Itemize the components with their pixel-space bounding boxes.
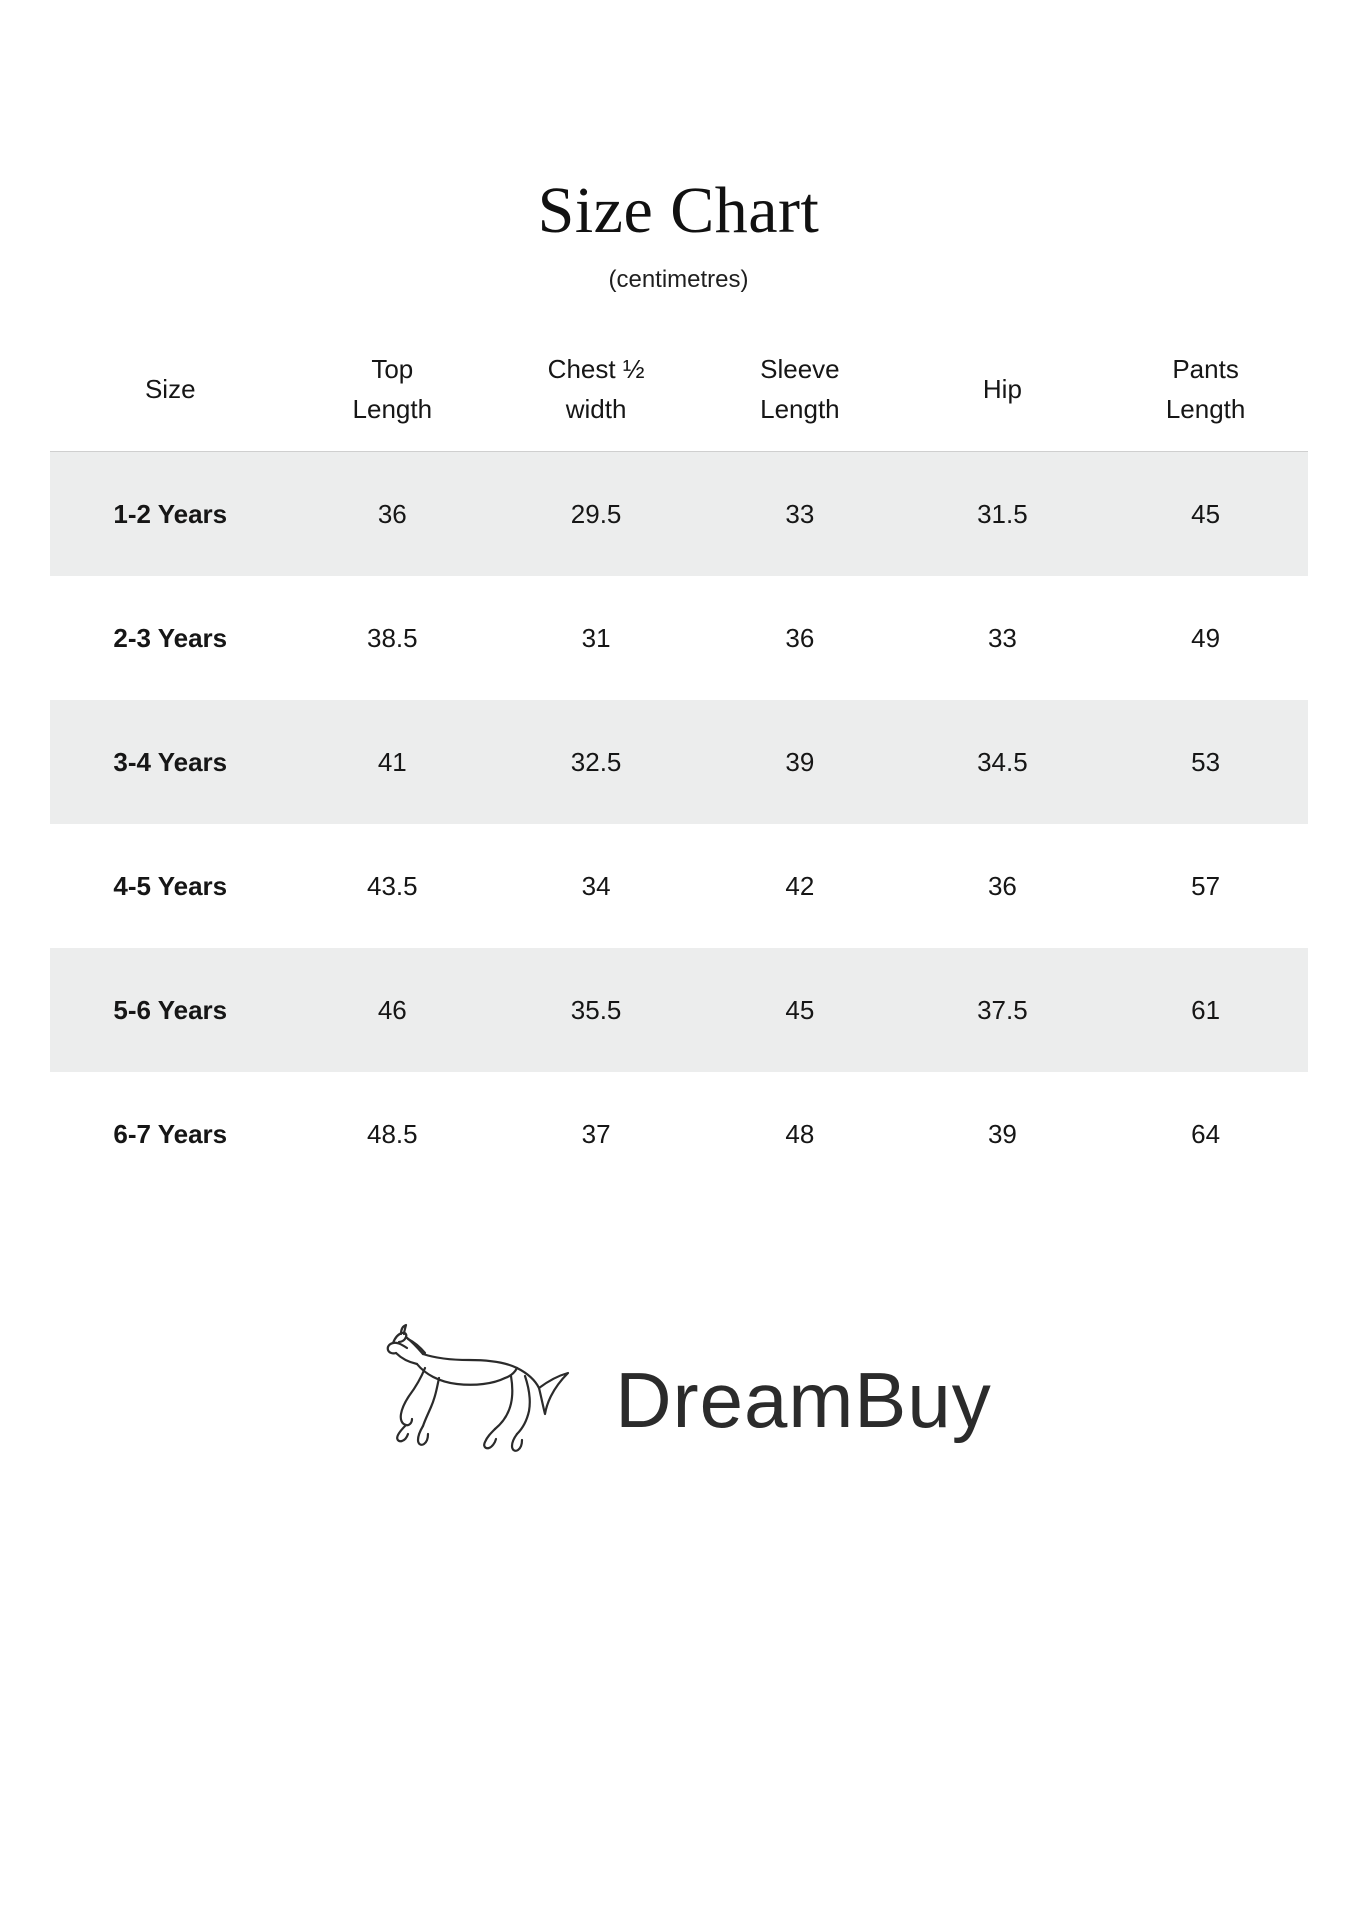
table-row — [50, 452, 1308, 577]
cell-sleeve-length: 39 — [785, 746, 815, 777]
title-block — [0, 0, 1357, 294]
cell-sleeve-length: 48 — [785, 1118, 815, 1149]
header-line-2: Length — [1165, 393, 1246, 424]
header-line-1: Top — [371, 354, 414, 384]
column-header-pants-length — [1104, 342, 1308, 452]
table-header-row — [50, 342, 1308, 452]
cell-pants-length: 61 — [1191, 994, 1221, 1025]
cell-chest-half-width: 29.5 — [570, 498, 622, 529]
table-body — [50, 452, 1308, 1197]
size-table — [50, 342, 1308, 1196]
cell-size: 3-4 Years — [113, 746, 228, 777]
cell-top-length: 38.5 — [366, 622, 418, 653]
cell-hip: 31.5 — [977, 498, 1028, 529]
cell-pants-length: 49 — [1191, 622, 1221, 653]
column-header-hip — [901, 342, 1104, 452]
brand-logo — [0, 1316, 1357, 1476]
cell-pants-length: 57 — [1191, 870, 1221, 901]
table-row — [50, 948, 1308, 1072]
cell-pants-length: 64 — [1191, 1118, 1221, 1149]
cell-hip: 33 — [987, 622, 1017, 653]
cell-sleeve-length: 45 — [785, 994, 815, 1025]
column-header-chest-half-width — [494, 342, 699, 452]
cell-size: 2-3 Years — [113, 622, 228, 653]
cell-size: 1-2 Years — [113, 498, 228, 529]
cell-hip: 36 — [987, 870, 1017, 901]
cell-pants-length: 53 — [1191, 746, 1221, 777]
header-line-2: Length — [352, 393, 433, 424]
table-row — [50, 700, 1308, 824]
cell-size: 5-6 Years — [113, 994, 228, 1025]
header-line-1: Hip — [982, 373, 1022, 404]
table-row — [50, 1072, 1308, 1196]
cell-chest-half-width: 32.5 — [570, 746, 622, 777]
column-header-top-length — [291, 342, 494, 452]
cell-top-length: 46 — [377, 994, 407, 1025]
header-line-1: Size — [144, 373, 196, 404]
header-line-2: width — [565, 393, 627, 424]
page-subtitle: (centimetres) — [608, 266, 749, 293]
cell-hip: 37.5 — [977, 994, 1028, 1025]
column-header-size — [50, 342, 292, 452]
cell-chest-half-width: 37 — [581, 1118, 611, 1149]
cell-sleeve-length: 42 — [785, 870, 815, 901]
cell-top-length: 43.5 — [366, 870, 418, 901]
header-line-1: Pants — [1172, 354, 1239, 384]
column-header-sleeve-length — [699, 342, 902, 452]
cell-chest-half-width: 31 — [581, 622, 611, 653]
cell-pants-length: 45 — [1191, 498, 1221, 529]
cell-size: 4-5 Years — [113, 870, 228, 901]
table-header — [50, 342, 1308, 452]
page-title: Size Chart — [537, 174, 820, 247]
header-line-1: Sleeve — [760, 354, 840, 384]
cell-size: 6-7 Years — [113, 1118, 228, 1149]
header-line-2: Length — [760, 393, 840, 424]
cell-top-length: 48.5 — [366, 1118, 418, 1149]
table-row — [50, 824, 1308, 948]
cell-hip: 39 — [987, 1118, 1017, 1149]
cell-top-length: 36 — [377, 498, 407, 529]
running-horse-icon — [365, 1316, 605, 1476]
cell-chest-half-width: 35.5 — [570, 994, 622, 1025]
cell-hip: 34.5 — [977, 746, 1028, 777]
cell-chest-half-width: 34 — [581, 870, 611, 901]
cell-sleeve-length: 36 — [785, 622, 815, 653]
table-row — [50, 576, 1308, 700]
brand-name: DreamBuy — [615, 1356, 992, 1445]
cell-top-length: 41 — [377, 746, 407, 777]
header-line-1: Chest ½ — [547, 354, 645, 384]
cell-sleeve-length: 33 — [785, 498, 815, 529]
size-table-wrap — [24, 342, 1334, 1196]
